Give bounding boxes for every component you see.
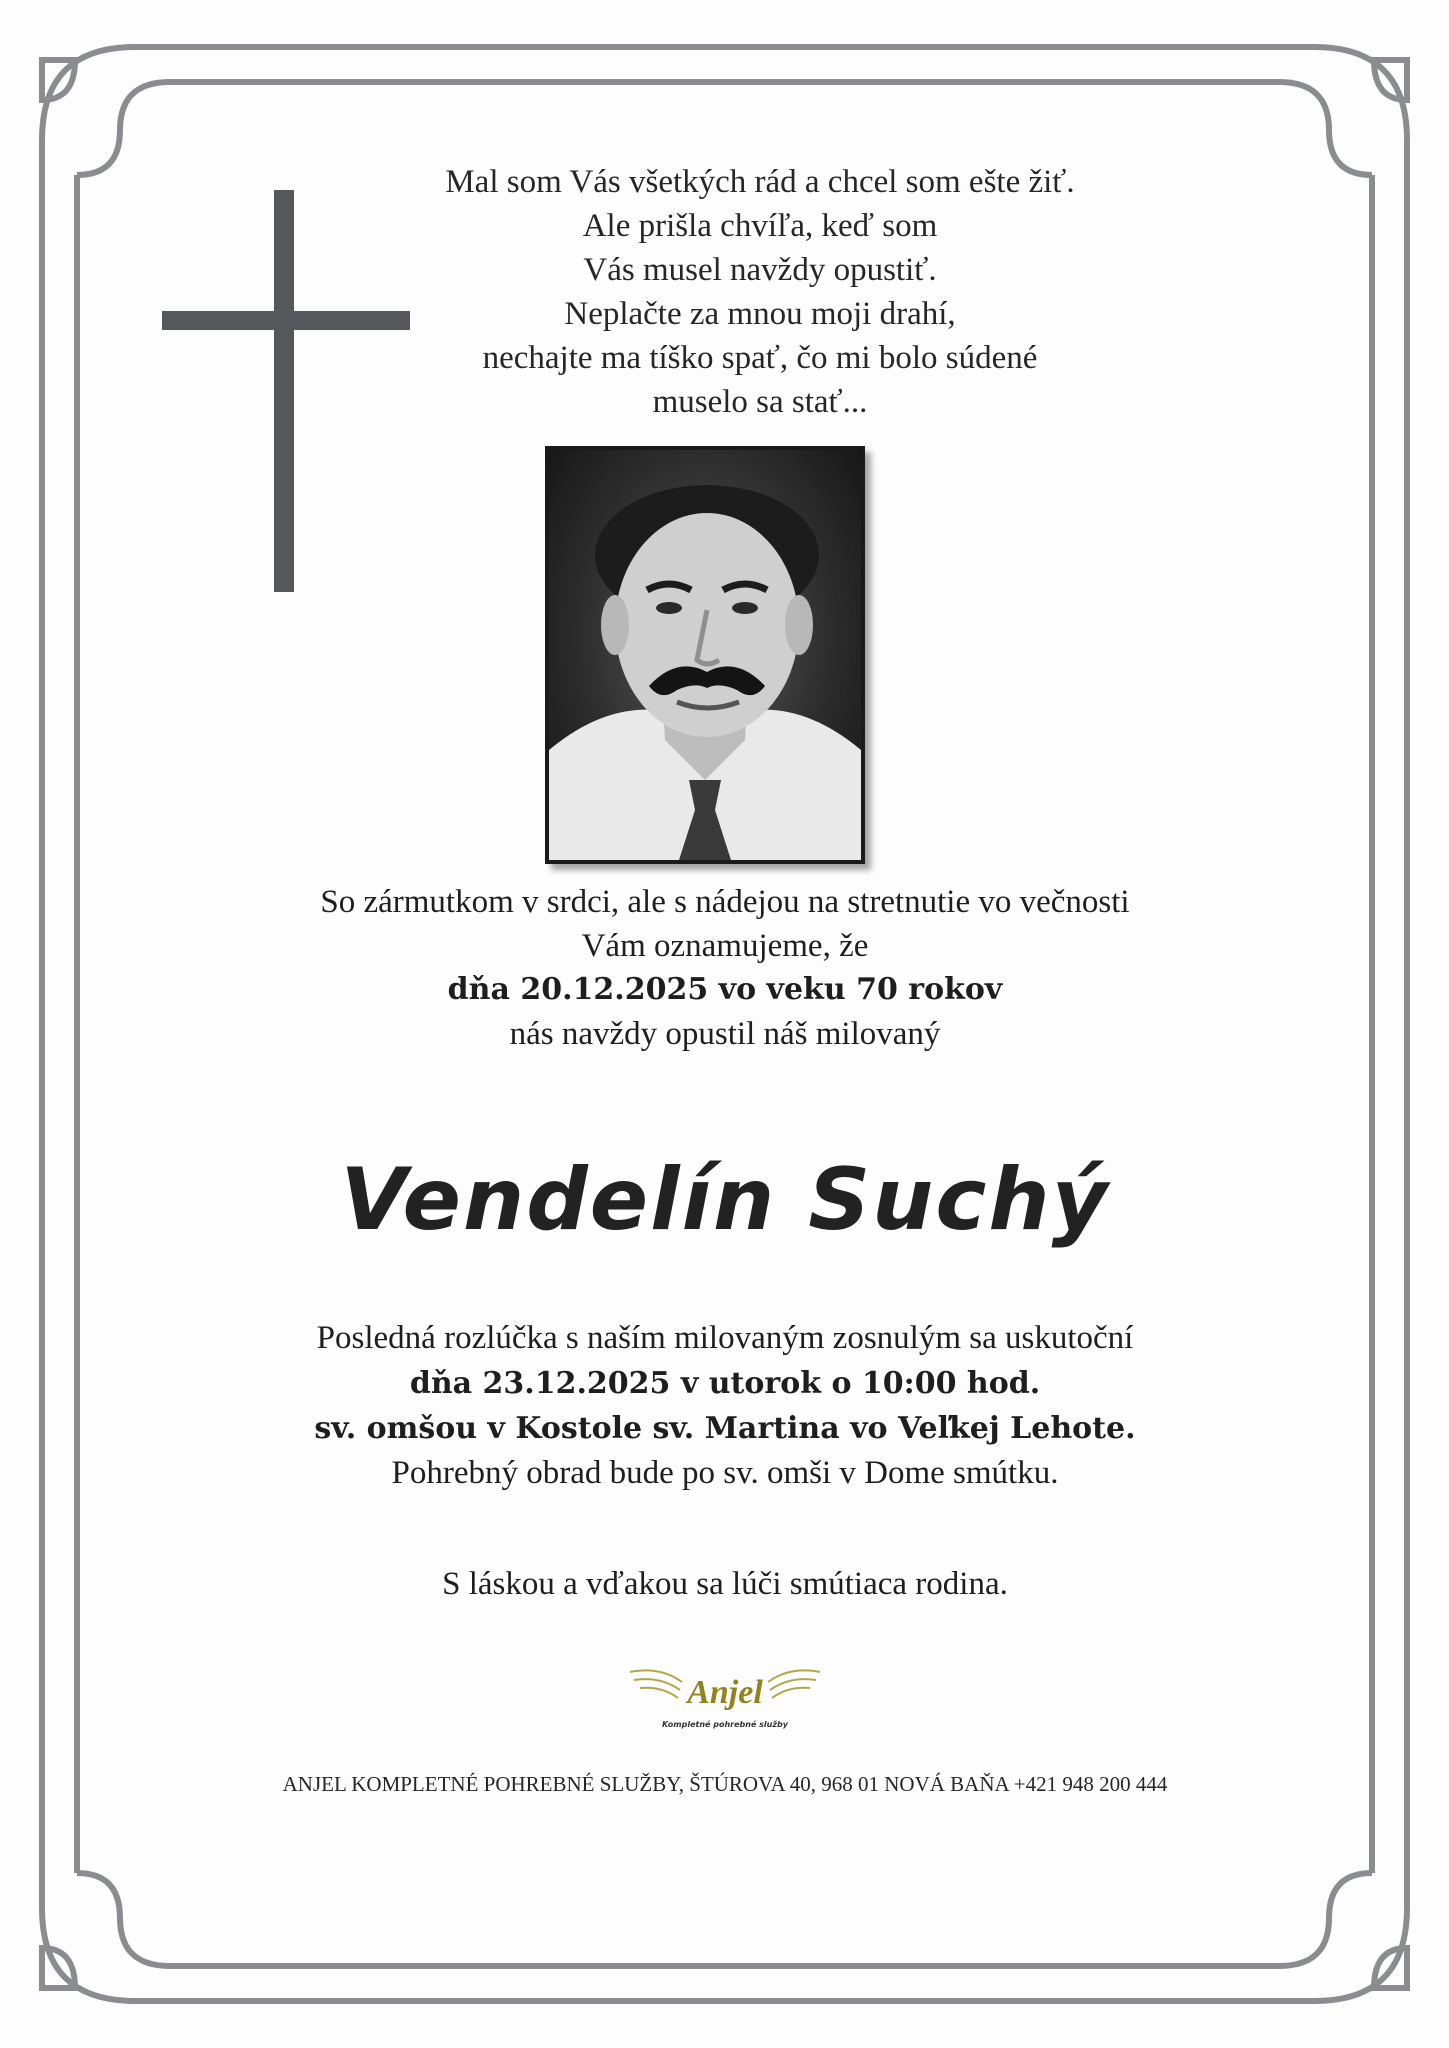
footer-contact: ANJEL KOMPLETNÉ POHREBNÉ SLUŽBY, ŠTÚROVA 40, 968 01 NOVÁ BAŇA +421 948 200 444 xyxy=(282,1772,1168,1796)
poem-line: Vás musel navždy opustiť. xyxy=(583,252,937,288)
logo-name: Anjel xyxy=(687,1674,763,1711)
funeral-date-line: dňa 23.12.2025 v utorok o 10:00 hod. xyxy=(409,1366,1041,1401)
logo-tagline: Kompletné pohrebné služby xyxy=(662,1720,788,1729)
funeral-line: Pohrebný obrad bude po sv. omši v Dome smútku. xyxy=(391,1455,1059,1491)
poem-line: nechajte ma tíško spať, čo mi bolo súdené xyxy=(482,340,1038,376)
announcement-line: So zármutkom v srdci, ale s nádejou na stretnutie vo večnosti xyxy=(320,884,1130,920)
death-date-line: dňa 20.12.2025 vo veku 70 rokov xyxy=(447,972,1003,1007)
funeral-line: Posledná rozlúčka s naším milovaným zosnulým sa uskutoční xyxy=(316,1320,1134,1356)
poem-line: Neplačte za mnou moji drahí, xyxy=(564,296,956,332)
funeral-details xyxy=(150,1316,1300,1496)
portrait-photo xyxy=(545,446,865,864)
poem-line: Mal som Vás všetkých rád a chcel som ešte žiť. xyxy=(445,164,1075,200)
announcement-line: nás navždy opustil náš milovaný xyxy=(509,1016,941,1052)
anjel-logo xyxy=(620,1660,830,1740)
poem-line: muselo sa stať... xyxy=(652,384,868,420)
announcement xyxy=(150,880,1300,1056)
poem xyxy=(300,160,1220,424)
deceased-name: Vendelín Suchý xyxy=(340,1150,1110,1250)
poem-line: Ale prišla chvíľa, keď som xyxy=(582,208,938,244)
announcement-line: Vám oznamujeme, že xyxy=(581,928,869,964)
funeral-place-line: sv. omšou v Kostole sv. Martina vo Veľkej Lehote. xyxy=(314,1411,1136,1446)
farewell-line: S láskou a vďakou sa lúči smútiaca rodina. xyxy=(442,1566,1008,1602)
